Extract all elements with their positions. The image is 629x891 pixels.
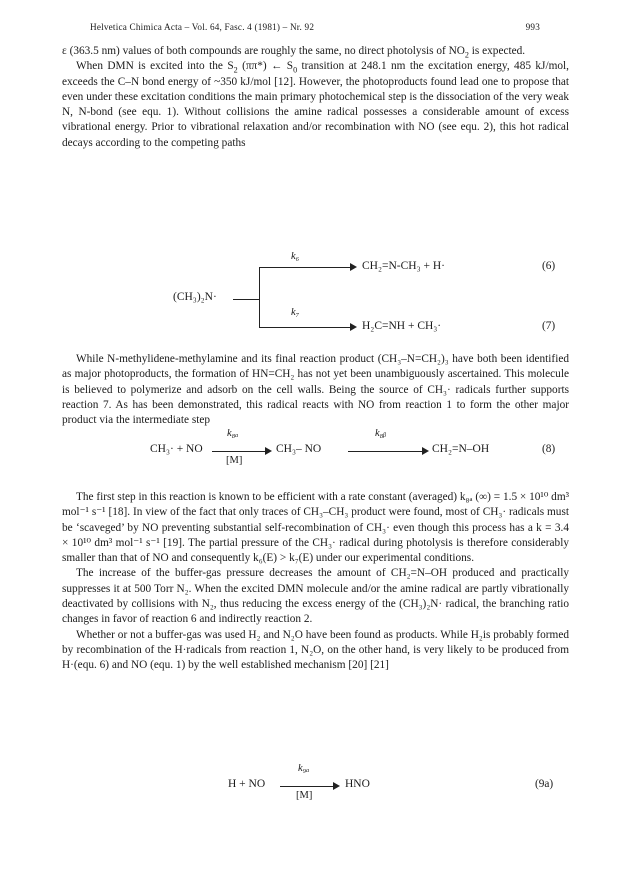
paragraph-1-text: ε (363.5 nm) values of both compounds are roughly the same, no direct photolysis of NO xyxy=(62,45,465,57)
scheme-stem xyxy=(233,299,259,300)
paragraph-2-start: When DMN is excited into the S xyxy=(76,60,234,73)
paragraph-5: The increase of the buffer-gas pressure decreases the amount of CH₂=N–OH produced and practically suppresses it at 500 Torr N₂. When the excited DMN molecule and/or the amine radical are partly vibrationally deactivated by collisions with N₂, thus reducing the excess energy of the (CH₃)₂N· radical, the branching ratio changes in favor of reaction 6 and indirectly reaction 2. xyxy=(62,567,569,626)
subscript: 2 xyxy=(233,65,238,75)
eq8-third-body: [M] xyxy=(226,455,243,466)
arrow-6-line xyxy=(259,267,352,268)
eq8-product: CH₂=N–OH xyxy=(432,443,490,455)
eq8-arrow-a-line xyxy=(212,451,267,452)
text-block-top xyxy=(62,44,569,151)
page-number: 993 xyxy=(525,22,540,32)
eq8-arrow-b-line xyxy=(348,451,424,452)
eq8-arrow-b-head xyxy=(422,447,429,455)
text-block-middle xyxy=(62,352,569,428)
eq8-intermediate: CH₃– NO xyxy=(276,443,322,455)
rate-k6: k₆ xyxy=(291,251,300,262)
scheme-branch-line xyxy=(259,267,260,327)
eq9a-arrow-head xyxy=(333,782,340,790)
paragraph-6: Whether or not a buffer-gas was used H₂ and N₂O have been found as products. While H₂is probably formed by recombination of the H·radicals from reaction 1, N₂O, on the other hand, is very likely to be produced from H·(equ. 6) and NO (equ. 1) by the well established mechanism [20] [21] xyxy=(62,628,569,672)
arrow-7-line xyxy=(259,327,352,328)
eq8-rate-k8b: k₈ᵦ xyxy=(375,428,387,439)
paragraph-1-end: is expected. xyxy=(468,45,526,57)
subscript: 2 xyxy=(464,50,469,60)
paragraph-2-mid: (ππ*) ← S xyxy=(237,60,294,73)
eq8-arrow-a-head xyxy=(265,447,272,455)
product-6: CH₂=N-CH₃ + H· xyxy=(362,260,445,272)
paragraph-3: While N-methylidene-methylamine and its final reaction product (CH₃–N=CH₂)₃ have both been identified as major photoproducts, the formation of HN=CH₂ has not yet been unambiguously ascertained. This molecule is believed to polymerize and adsorb on the cell walls. Being the source of CH₃· radicals further supports reaction 7. As has been demonstrated, this radical reacts with NO from reaction 1 to form the other major product via the intermediate step xyxy=(62,353,569,427)
eq9a-product: HNO xyxy=(345,778,370,790)
product-7: H₂C=NH + CH₃· xyxy=(362,320,442,332)
eq9a-rate-k9a: k₉ₐ xyxy=(298,763,310,774)
paragraph-1 xyxy=(62,44,569,59)
rate-k7: k₇ xyxy=(291,307,300,318)
paragraph-2-body: transition at 248.1 nm the excitation energy, 485 kJ/mol, exceeds the C–N bond energy of ~350 kJ/mol [12]. However, the photoproducts found lead one to propose that even under these excitation conditions the main primary photochemical step is the dissociation of the very weak N, N-bond (see equ. 1). Without collisions the amine radical possesses a considerable amount of excess vibrational energy. Prior to vibrational relaxation and/or recombination with NO (see equ. 2), this hot radical decays according to the competing paths xyxy=(62,60,569,149)
equation-number-9a: (9a) xyxy=(535,778,554,790)
subscript: 0 xyxy=(293,65,298,75)
eq9a-third-body: [M] xyxy=(296,790,313,801)
arrow-6-head xyxy=(350,263,357,271)
equation-number-8: (8) xyxy=(542,443,556,455)
journal-title: Helvetica Chimica Acta – Vol. 64, Fasc. 4 (1981) – Nr. 92 xyxy=(90,22,315,32)
text-block-bottom xyxy=(62,490,569,674)
eq9a-reactants: H + NO xyxy=(228,778,266,790)
paragraph-4: The first step in this reaction is known to be efficient with a rate constant (averaged) k₈ₐ (∞) = 1.5 × 10¹⁰ dm³ mol⁻¹ s⁻¹ [18]. In view of the fact that only traces of CH₃–CH₃ product were found, most of CH₃· radicals must be ‘scaveged’ by NO preventing substantial self-recombination of CH₃· even though this process has a k = 3.4 × 10¹⁰ dm³ mol⁻¹ s⁻¹ [19]. The partial pressure of the CH₃· radical during photolysis is therefore considerably smaller than that of NO and consequently k₆(E) > k₇(E) under our experimental conditions. xyxy=(62,491,569,565)
equation-number-6: (6) xyxy=(542,260,556,272)
eq9a-arrow-line xyxy=(280,786,335,787)
equation-number-7: (7) xyxy=(542,320,556,332)
arrow-7-head xyxy=(350,323,357,331)
scheme-reactant: (CH₃)₂N· xyxy=(173,291,217,303)
eq8-rate-k8a: k₈ₐ xyxy=(227,428,239,439)
eq8-reactants: CH₃· + NO xyxy=(150,443,203,455)
paragraph-2 xyxy=(62,59,569,151)
